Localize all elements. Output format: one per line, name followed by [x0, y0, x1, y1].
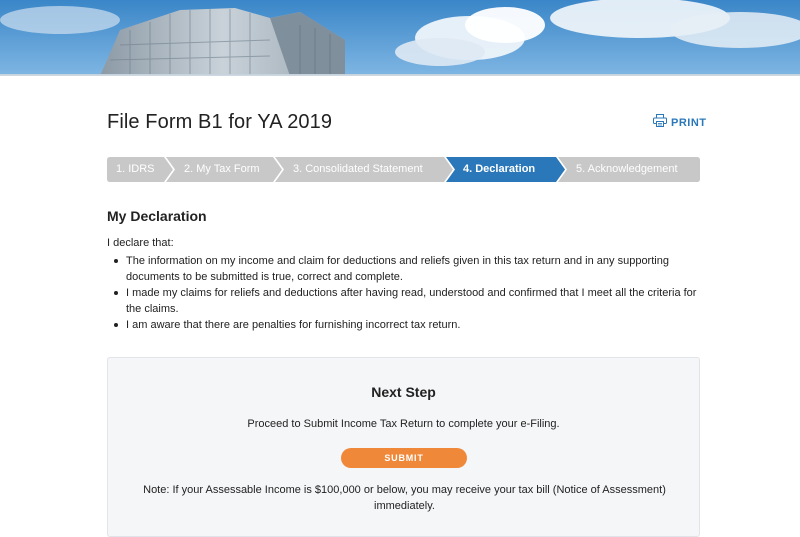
declaration-item [110, 253, 700, 285]
step-my-tax-form[interactable]: 2. My Tax Form [184, 163, 260, 175]
declaration-heading: My Declaration [107, 208, 207, 224]
print-label: PRINT [671, 117, 707, 129]
page-title: File Form B1 for YA 2019 [107, 111, 333, 133]
progress-stepper [107, 157, 700, 182]
declaration-item [110, 317, 700, 333]
step-declaration[interactable]: 4. Declaration [463, 163, 536, 175]
assessment-note: Note: If your Assessable Income is $100,000 or below, you may receive your tax bill (Notice of Assessment) immediately. [143, 484, 666, 512]
next-step-panel [107, 357, 700, 537]
bullet-icon [114, 259, 118, 263]
building-sky-image [0, 0, 800, 76]
next-step-heading: Next Step [371, 384, 436, 400]
declaration-item-text: The information on my income and claim for deductions and reliefs given in this tax return and in any supporting documents to be submitted is true, correct and complete. [126, 255, 669, 283]
declaration-intro: I declare that: [107, 237, 174, 249]
declaration-item [110, 285, 700, 317]
step-acknowledgement[interactable]: 5. Acknowledgement [576, 163, 678, 175]
header-banner [0, 0, 800, 76]
next-step-text: Proceed to Submit Income Tax Return to complete your e-Filing. [247, 418, 560, 430]
printer-icon [653, 114, 667, 132]
declaration-item-text: I am aware that there are penalties for furnishing incorrect tax return. [126, 319, 461, 331]
print-button[interactable] [653, 114, 707, 132]
step-idrs[interactable]: 1. IDRS [116, 163, 155, 175]
declaration-item-text: I made my claims for reliefs and deductions after having read, understood and confirmed that I meet all the criteria for the claims. [126, 287, 697, 315]
bullet-icon [114, 291, 118, 295]
bullet-icon [114, 323, 118, 327]
step-consolidated-statement[interactable]: 3. Consolidated Statement [293, 163, 423, 175]
submit-button[interactable]: SUBMIT [341, 448, 467, 468]
declaration-list [110, 253, 700, 333]
